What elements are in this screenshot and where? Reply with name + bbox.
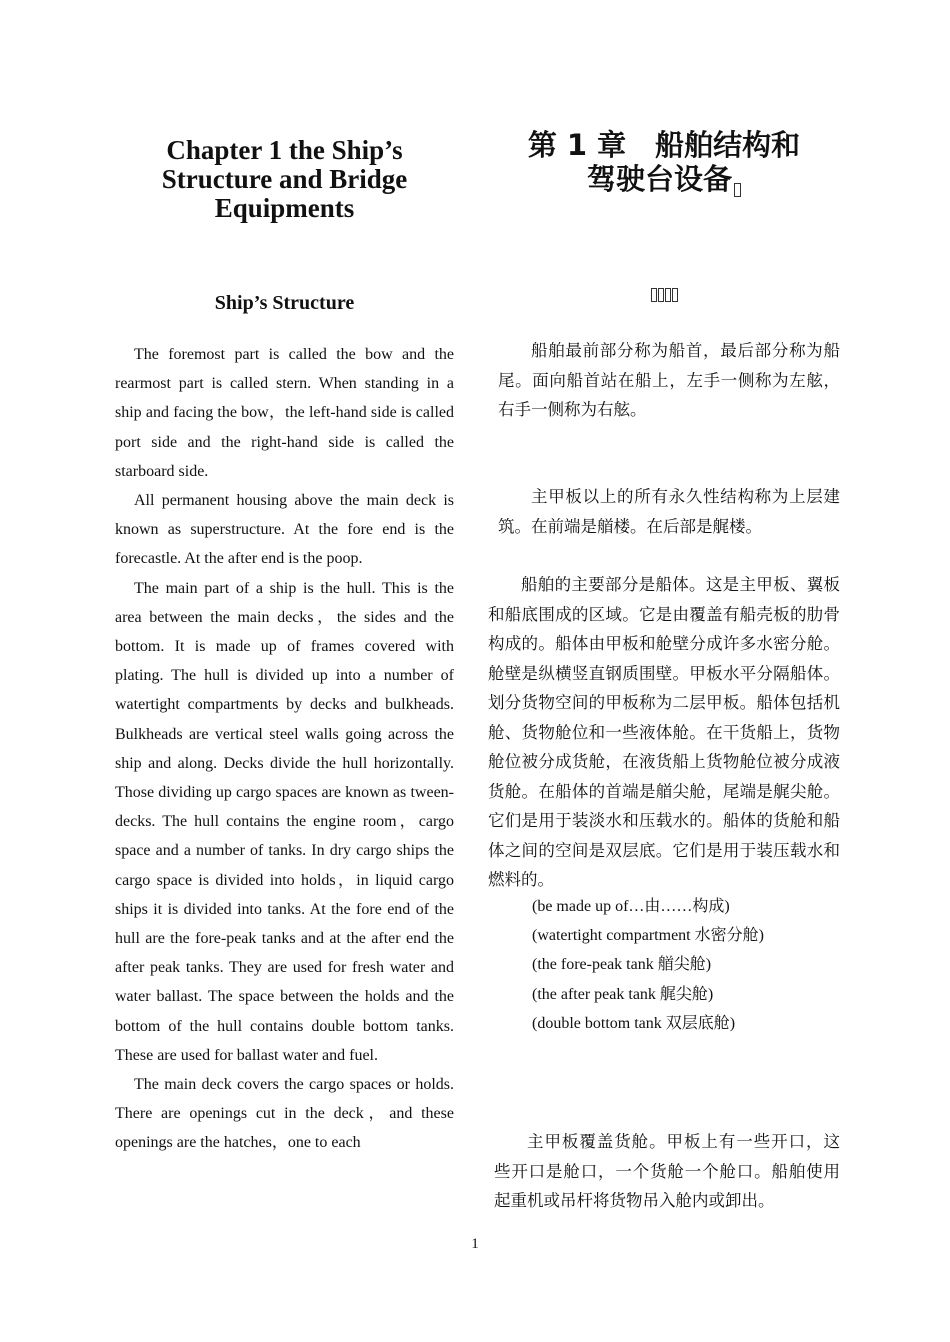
- chapter-title-english: Chapter 1 the Ship’s Structure and Bridge Equipments: [161, 135, 408, 223]
- chinese-paragraph: 主甲板以上的所有永久性结构称为上层建筑。在前端是艏楼。在后部是艉楼。: [498, 487, 840, 536]
- missing-glyph-box-icon: [672, 288, 678, 302]
- section-title-english: Ship’s Structure: [214, 292, 355, 314]
- vocabulary-notes: [532, 892, 842, 1038]
- missing-glyph-box-icon: [658, 288, 664, 302]
- note-item: (the after peak tank 艉尖舱): [532, 985, 714, 1003]
- page-number: 1: [471, 1236, 479, 1252]
- chinese-paragraph: 船舶最前部分称为船首，最后部分称为船尾。面向船首站在船上，左手一侧称为左舷，右手一侧称为右舷。: [498, 341, 840, 419]
- missing-glyph-box-icon: [651, 288, 657, 302]
- english-paragraph: The foremost part is called the bow and the rearmost part is called stern. When standing in a ship and facing the bow，the left-hand side is called port side and the right-hand side is called the starboard side.: [115, 346, 454, 480]
- note-item: (the fore-peak tank 艏尖舱): [532, 956, 712, 974]
- note-item: (double bottom tank 双层底舱): [532, 1014, 736, 1032]
- english-paragraph: The main deck covers the cargo spaces or holds. There are openings cut in the deck，and these openings are the hatches，one to each: [115, 1076, 454, 1152]
- chapter-title-chinese-line1: 第 1 章 船舶结构和: [527, 128, 801, 162]
- chapter-title-chinese: [488, 128, 840, 197]
- note-item: (watertight compartment 水密分舱): [532, 927, 764, 945]
- missing-glyph-box-icon: [734, 183, 741, 197]
- chapter-title-chinese-line2: 驾驶台设备: [586, 162, 732, 196]
- missing-glyph-box-icon: [665, 288, 671, 302]
- english-paragraph: All permanent housing above the main deck is known as superstructure. At the fore end is the forecastle. At the after end is the poop.: [115, 492, 454, 568]
- english-paragraph: The main part of a ship is the hull. This is the area between the main decks，the sides and the bottom. It is made up of frames covered with plating. The hull is divided up into a number of watertight compartments by decks and bulkheads. Bulkheads are vertical steel walls going across the ship and along. Decks divide the hull horizontally. Those dividing up cargo spaces are known as tween-decks. The hull contains the engine room，cargo space and a number of tanks. In dry cargo ships the cargo space is divided into holds，in liquid cargo ships it is divided into tanks. At the fore end of the hull are the fore-peak tanks and at the after end the after peak tanks. They are used for fresh water and water ballast. The space between the holds and the bottom of the hull contains double bottom tanks. These are used for ballast water and fuel.: [115, 579, 454, 1064]
- note-item: (be made up of…由……构成): [532, 898, 730, 915]
- section-title-chinese-missing-glyphs: [488, 288, 840, 307]
- chinese-paragraph: 主甲板覆盖货舱。甲板上有一些开口，这些开口是舱口，一个货舱一个舱口。船舶使用起重机或吊杆将货物吊入舱内或卸出。: [494, 1132, 840, 1210]
- chinese-paragraph: 船舶的主要部分是船体。这是主甲板、翼板和船底围成的区域。它是由覆盖有船壳板的肋骨构成的。船体由甲板和舱壁分成许多水密分舱。舱壁是纵横竖直钢质围壁。甲板水平分隔船体。划分货物空间的甲板称为二层甲板。船体包括机舱、货物舱位和一些液体舱。在干货船上，货物舱位被分成货舱，在液货船上货物舱位被分成液货舱。在船体的首端是艏尖舱，尾端是艉尖舱。它们是用于装淡水和压载水的。船体的货舱和船体之间的空间是双层底。它们是用于装压载水和燃料的。: [488, 575, 840, 889]
- english-body: [115, 340, 454, 1158]
